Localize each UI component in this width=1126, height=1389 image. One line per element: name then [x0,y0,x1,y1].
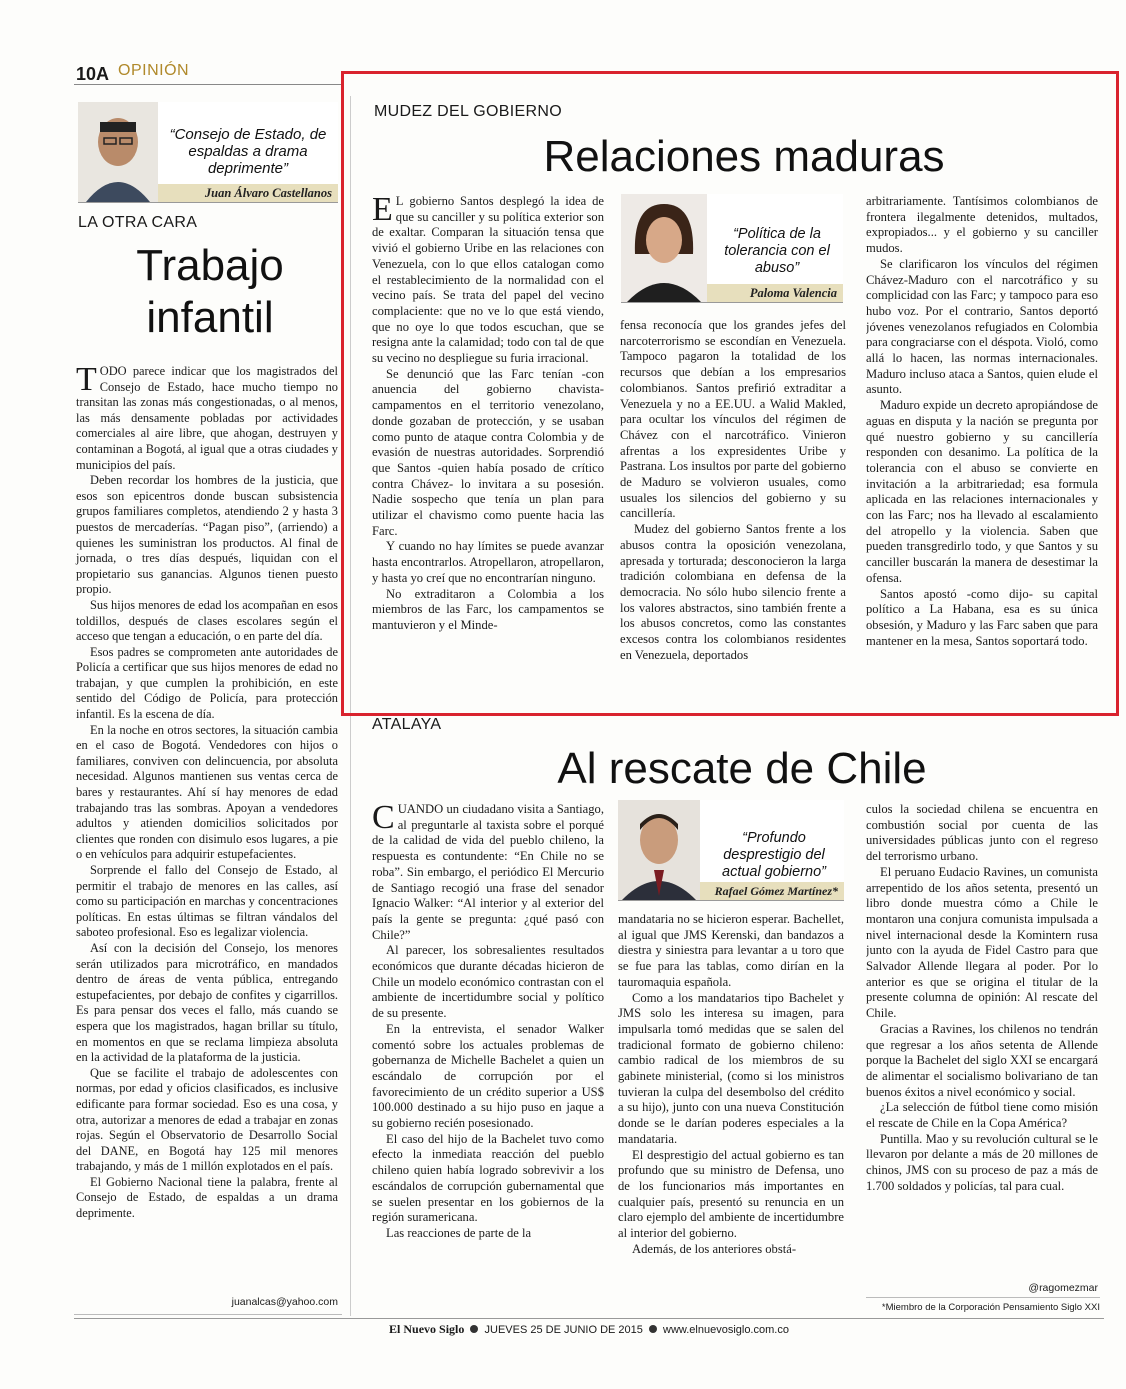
columnist-byline: Juan Álvaro Castellanos [158,184,338,202]
article2-column-c [866,802,1098,1276]
column1-first-word: ODO [99,364,127,378]
article2-first-word: UANDO [397,802,444,816]
article2-footnote-rule [866,1297,1100,1298]
article1-paragraph: Se denunció que las Farc tenían -con anuencia del gobierno chavista- campamentos en el territorio venezolano, donde gozaban de protección, y se usaban como punto de ataque contra Colombia y de evasión de nuestras autoridades. Sorprendió que Santos -quien había posado de crítico contra Chávez- lo invitara a su posesión. Nadie sospecho que tenía un plan para utilizar el chavismo como puente hacia las Farc. [372,366,604,538]
article2-byline: Rafael Gómez Martínez* [700,882,844,900]
column1-headline-line2: infantil [146,293,274,342]
article1-column-c [866,194,1098,702]
article1-kicker: MUDEZ DEL GOBIERNO [374,103,562,120]
article1-first-word: L [395,194,404,208]
article2-paragraph: culos la sociedad chilena se encuentra en combustión social por cuenta de las universidades públicas junto con el regreso del terrorismo urbano. [866,802,1098,864]
article2-paragraph: Además, de los anteriores obstá- [632,1241,797,1256]
article2-paragraph: El peruano Eudacio Ravines, un comunista arrepentido de los años setenta, presentó un libro donde muestra cómo a Chile le montaron una conjura comunista impulsada a nivel internacional desde la Komintern rusa junto con la ayuda de Fidel Castro para que Salvador Allende llegara al poder. Por lo anterior es que se origina el titular de la presente columna de opinión: Al rescate del Chile. [866,864,1098,1021]
article2-kicker: ATALAYA [372,716,442,733]
column1-dropcap: T [76,361,97,398]
article1-paragraph: arbitrariamente. Tantísimos colombianos de frontera ilegalmente detenidos, multados, expropiados... y el gobierno y su canciller mudos. [866,194,1098,256]
article1-paragraph: gobierno Santos desplegó la idea de que su canciller y su política exterior son de exaltar. Comparan la situación tensa que vivió el gobierno Uribe en las relaciones con Venezuela, con lo que ellos catalogan como el restablecimiento de la normalidad con el vecino país. Se trata del papel del vecino complaciente: que no ve lo que está viendo, que no oye lo que todos escuchan, que se resigna ante la calamidad; todo con tal de que su vecino no despliegue su furia irracional. [372,194,604,366]
footer-bar [74,1322,1104,1337]
column1-kicker: LA OTRA CARA [78,214,198,231]
article1-column-a [372,194,604,702]
article1-column-b [620,318,846,702]
article2-headline: Al rescate de Chile [557,744,927,793]
page-number: 10A [76,64,110,84]
article1-paragraph: Santos apostó -como dijo- su capital político a La Habana, esa es su única obsesión, y Maduro y las Farc saben que para mantener en la mesa, Santos soportará todo. [866,586,1098,648]
columnist-photo-icon [621,194,707,302]
article2-handle: @ragomezmar [1028,1282,1098,1294]
column1-paragraph: Deben recordar los hombres de la justicia, que esos son epicentros donde buscan subsistencia grupos familiares completos, atendiendo 2 y hasta 3 puestos de mercaderías. “Pagan piso”, (arriendo) a quienes les suministran los productos. Al final de jornada, o tres días después, liquidan con el propietario sus ganancias. Algunos tienen puesto propio. [76,473,338,597]
footer-url[interactable]: www.elnuevosiglo.com.co [663,1324,789,1336]
column1-paragraph: El Gobierno Nacional tiene la palabra, frente al Consejo de Estado, de espaldas a un drama deprimente. [76,1174,338,1221]
section-name: OPINIÓN [118,62,190,79]
article2-paragraph: Como a los mandatarios tipo Bachelet y JMS solo les interesa su imagen, para impulsarla tomó medidas que se salen del tradicional formato de gobierno chileno: cambio radical de los miembros de su gabinete ministerial, (como si los ministros tuvieran la culpa del desembolso del crédito a su hijo), junto con una nueva Constitución donde se le darían poderes especiales a la mandataria. [618,990,844,1146]
column1-body [76,361,338,1222]
article2-photo-box [618,800,844,901]
article1-paragraph: Maduro expide un decreto apropiándose de aguas en disputa y la nación se pregunta por qué nuestro gobierno y su cancillería responden con desanimo. La política de la tolerancia con el abuso se convierte en invitación a la arbitrariedad; esa formula aplicada en las relaciones internacionales y con las Farc; nos ha llevado al escalamiento del atropello y la violencia. Saben que pueden transgredirlo todo, y que Santos y su canciller buscarán la manera de desestimar la ofensa. [866,398,1098,585]
header-rule [74,84,342,85]
columnist-photo-icon [78,102,158,202]
article1-photo-box [621,194,843,303]
article2-column-b [618,912,844,1304]
article1-paragraph: No extraditaron a Colombia a los miembros de las Farc, los campamentos se mantuvieron y el Minde- [372,586,604,632]
article1-dropcap: E [372,194,393,228]
article1-quote: “Política de la tolerancia con el abuso” [724,226,830,276]
column1-email[interactable]: juanalcas@yahoo.com [231,1296,338,1308]
article2-paragraph: En la entrevista, el senador Walker comentó sobre los actuales problemas de gobernanza de Michelle Bachelet a quien un escándalo de corrupción por el favorecimiento de un crédito superior a US$ 100.000 destinado a su hijo puso en jaque a su gobierno recién posesionado. [372,1021,604,1131]
article2-dropcap: C [372,802,395,836]
column1-bottom-rule [74,1314,342,1315]
column1-paragraph: Esos padres se comprometen ante autoridades de Policía a certificar que sus hijos menores de edad no trabajan, y que cumplen la prohibición, en este sentido del Código de Policía, para protección infantil. Es la escena de día. [76,644,338,722]
article2-footnote: *Miembro de la Corporación Pensamiento Siglo XXI [881,1302,1100,1313]
article2-paragraph: Gracias a Ravines, los chilenos no tendrán que regresar a los años setenta de Allende porque la Bachelet del siglo XXI se encargará de alimentar el socialismo bolivariano de tan buenos éxitos a nivel económico y social. [866,1021,1098,1099]
article1-headline: Relaciones maduras [543,132,945,181]
article1-paragraph: Se clarificaron los vínculos del régimen Chávez-Maduro con el narcotráfico y su complicidad con las Farc; y tampoco para eso hubo voz. Por el contrario, Santos deportó jóvenes venezolanos refugiados en Colombia para congraciarse con el déspota. Violó, como allá lo hacen, las normas internacionales. Maduro incluso ataca a Santos, quien elude el asunto. [866,256,1098,397]
article2-column-a [372,802,604,1302]
bullet-icon [649,1325,657,1333]
article2-paragraph: mandataria no se hicieron esperar. Bachellet, al igual que JMS Kerenski, dan bandazos a diestra y siniestra para levantar a u toro que se fue para las tablas, como dirían en la tauromaquia española. [618,912,844,989]
article2-paragraph: El caso del hijo de la Bachelet tuvo como efecto la inmediata reacción del pueblo chileno quien había logrado sobrevivir a los escándalos de corrupción gubernamental que se suelen presentar en los gobiernos de la región suramericana. [372,1131,604,1225]
article2-paragraph: Al parecer, los sobresalientes resultados económicos que durante décadas hicieron de Chile un modelo económico contrastan con el ambiente de incertidumbre social y político de su presente. [372,943,604,1021]
article2-paragraph: El desprestigio del actual gobierno es tan profundo que su ministro de Defensa, uno de los funcionarios más importantes en cualquier país, presentó su renuncia en un claro ejemplo del ambiente de incertidumbre al interior del gobierno. [618,1147,844,1241]
article1-byline: Paloma Valencia [707,284,843,302]
article2-paragraph: ¿La selección de fútbol tiene como misión el rescate de Chile en la Copa América? [866,1100,1098,1131]
column1-paragraph: parece indicar que los magistrados del Consejo de Estado, hace mucho tiempo no transitan las zonas más congestionadas, o al menos, las más densamente pobladas por actividades comerciales al aire libre, que ahogan, destruyen y contaminan a Bogotá, al igual que a otras ciudades y municipios del país. [76,364,338,472]
article1-paragraph: fensa reconocía que los grandes jefes del narcoterrorismo se escondían en Venezuela. Tampoco pagaron la totalidad de los recursos que debían a los empresarios colombianos. Santos prefirió extraditar a Venezuela y no a EE.UU. a Walid Makled, para ocultar los vínculos del régimen de Chávez con el narcotráfico. Vinieron afrentas a los expresidentes Uribe y Pastrana. Los insultos por parte del gobierno de Maduro se volvieron usuales, como usuales los silencios del gobierno y su cancillería. [620,318,846,521]
column1-paragraph: Sorprende el fallo del Consejo de Estado, al permitir el trabajo de menores en las calles, así como su participación en marchas y concentraciones políticas. En estas últimas se filtran vándalos del saboteo profesional. Eso es legalizar violencia. [76,863,338,940]
footer-masthead: El Nuevo Siglo [389,1322,465,1336]
article2-paragraph: Puntilla. Mao y su revolución cultural se le llevaron por delante a más de 20 millones de chinos, JMS con su proceso de paz a más de 1.700 soldados y policías, tal para cual. [866,1131,1098,1193]
column1-paragraph: Sus hijos menores de edad los acompañan en esos toldillos, después de clases escolares según el acceso que tengan a educación, o en parte del día. [76,597,338,644]
column1-paragraph: Que se facilite el trabajo de adolescentes con normas, por edad y oficios clasificados, es inclusive edificante para formar sociedad. Eso es una cosa, y otra, autorizar a menores de edad a trabajar en zonas rojas. Según el Observatorio de Desarrollo Social del DANE, en Bogotá hay 125 mil menores trabajando, y más de 1 millón explotados en el país. [76,1065,338,1174]
article2-quote: “Profundo desprestigio del actual gobierno” [722,830,826,880]
footer-date: JUEVES 25 DE JUNIO DE 2015 [484,1324,643,1336]
columnist-photo-icon [618,800,700,900]
article1-paragraph: Y cuando no hay límites se puede avanzar hasta encontrarlos. Atropellaron, atropellaron, y hasta yo creí que no encontrarían ninguno. [372,539,604,585]
columnist-photo-box [78,102,338,203]
column1-paragraph: Así con la decisión del Consejo, los menores serán utilizados para microtráfico, en mandados dentro de áreas de venta pública, entregando estupefacientes, por debajo de confites y cigarrillos. Es para pensar dos veces el fallo, más cuando se espera que los magistrados, hagan brillar su título, en momentos en que se reclama limpieza absoluta en la actividad de la plataforma de la justicia. [76,940,338,1065]
column1-paragraph: En la noche en otros sectores, la situación cambia en el caso de Bogotá. Vendedores con hijos o familiares, conviven con delincuencia, por absoluta necesidad. Algunos mantienen sus ventas cerca de bares y restaurantes. Ahí sí hay menores de edad trabajando tras las sombras. Apoyan a vendedores adultos y atienden domicilios solicitados por clientes que ronden con disimulo esos lugares, a pie o en vehículos para adquirir estupefacientes. [76,722,338,862]
article2-paragraph: un ciudadano visita a Santiago, al preguntarle al taxista sobre el porqué de la calidad de vida del pueblo chileno, la respuesta es contundente: “En Chile no se roba”. Sin embargo, el periódico El Mercurio de Santiago recogió una frase del senador Ignacio Walker: “Al interior y al exterior del país la gente se pregunta: ¿qué pasó con Chile?” [372,802,604,942]
columnist-quote: “Consejo de Estado, de espaldas a drama deprimente” [169,126,327,177]
footer-rule [74,1318,1104,1319]
column1-headline-line1: Trabajo [136,241,284,290]
article2-paragraph: Las reacciones de parte de la [386,1225,532,1240]
article1-paragraph: Mudez del gobierno Santos frente a los abusos contra la oposición venezolana, apresada y torturada; desconocieron la larga tradición colombiana en defensa de la democracia. No sólo hubo silencio frente a los valores abstractos, sino también frente a los abusos concretos, como las constantes excesos contra los colombianos residentes en Venezuela, deportados [620,522,846,662]
bullet-icon [470,1325,478,1333]
